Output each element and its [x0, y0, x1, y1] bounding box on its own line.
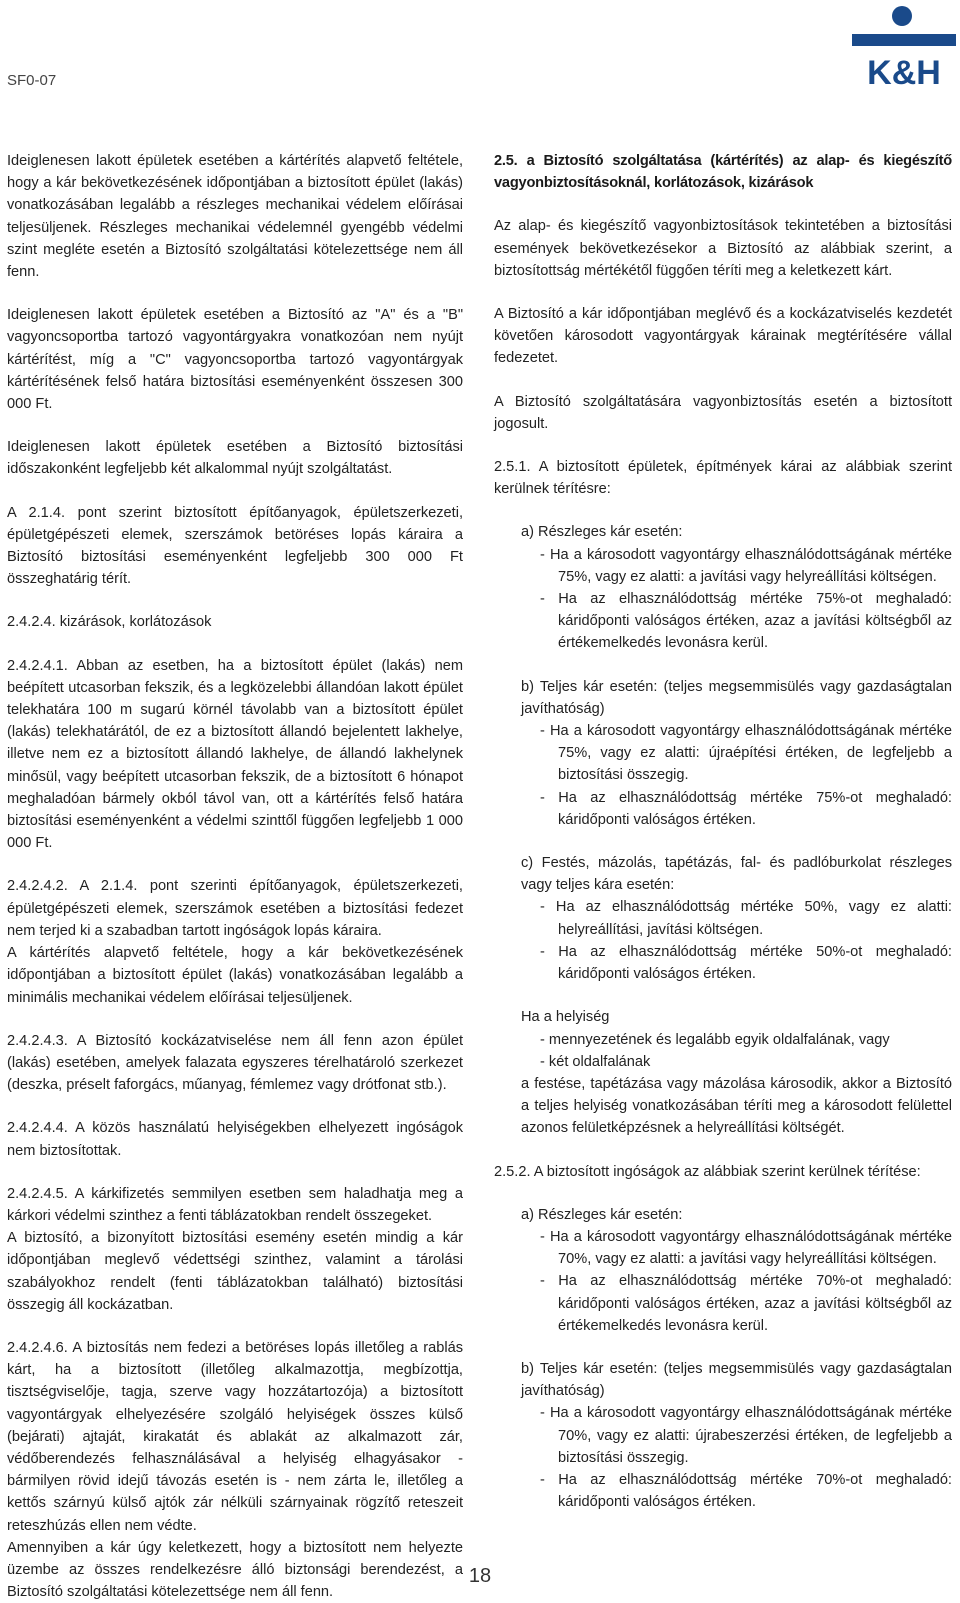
paragraph: Ideiglenesen lakott épületek esetében a Biztosító az "A" és a "B" vagyoncsoportba tartozó vagyontárgyakra vonatkozóan nem nyújt kártérítést, míg a "C" vagyoncsoportba tartozó vagyontárgyak kártérítésének felső határa biztosítási eseményenként összesen 300 000 Ft.	[7, 307, 463, 413]
paragraph: 2.4.2.4.3. A Biztosító kockázatviselése nem áll fenn azon épület (lakás) esetében, amelyek falazata egyszeres térelhatároló szerkezet (deszka, préselt faforgács, műanyag, fémlemez vagy drótfonat stb.).	[7, 1032, 463, 1094]
paragraph: A 2.1.4. pont szerint biztosított építőanyagok, épületszerkezeti, épületgépészeti elemek, szerszámok betöréses lopás káraira a Biztosító biztosítási eseményenként legfeljebb 300 000 Ft összeghatárig térít.	[7, 504, 463, 588]
paragraph: 2.4.2.4.5. A kárkifizetés semmilyen esetben sem haladhatja meg a kárkori védelmi szinthez a fenti táblázatokban rendelt összegeket.	[7, 1185, 463, 1224]
list-item: - Ha a károsodott vagyontárgy elhasználódottságának mértéke 70%, vagy ez alatti: a javítási vagy helyreállítási költségen.	[540, 1228, 952, 1268]
list-item: - Ha az elhasználódottság mértéke 75%-ot meghaladó: káridőponti valóságos értéken, azaz a javítási költségből az értékemelkedés levonásra kerül.	[540, 591, 952, 652]
list-item-head: Ha a helyiség	[521, 1009, 610, 1026]
left-column	[7, 150, 463, 1603]
paragraph: Ideiglenesen lakott épületek esetében a kártérítés alapvető feltétele, hogy a kár bekövetkezésének időpontjában a biztosított épület (lakás) vonatkozásában legalább a részleges mechanikai védelem előírásai teljesüljenek. Részleges mechanikai védelemnél gyengébb védelmi szint megléte esetén a Biztosító szolgáltatási kötelezettsége nem áll fenn.	[7, 153, 463, 281]
list-item: - Ha az elhasználódottság mértéke 50%-ot meghaladó: káridőponti valóságos értéken.	[540, 943, 952, 983]
list-item-head: c) Festés, mázolás, tapétázás, fal- és padlóburkolat részleges vagy teljes kára esetén:	[521, 855, 952, 894]
list-item: - mennyezetének és legalább egyik oldalfalának, vagy	[540, 1031, 890, 1048]
paragraph: Az alap- és kiegészítő vagyonbiztosítások tekintetében a biztosítási események bekövetkezésekor a Biztosító az alábbiak szerint, a biztosítottság mértékétől függően téríti meg a keletkezett kárt.	[494, 218, 952, 279]
section-heading: 2.5. a Biztosító szolgáltatása (kártérítés) az alap- és kiegészítő vagyonbiztosításoknál, korlátozások, kizárások	[494, 153, 952, 192]
paragraph: 2.4.2.4.1. Abban az esetben, ha a biztosított épület (lakás) nem beépített utcasorban fekszik, és a legközelebbi állandóan lakott épület telekhatára 100 m sugarú körnél távolabb van a biztosított épület (lakás) telekhatárától, de ez a biztosított állandó bejelentett lakhelye, illetve nem ez a biztosított állandó lakhelye, de állandó lakhelynek minősül, vagy beépített utcasorban fekszik, de a biztosított 6 hónapot meghaladóan bármely okból távol van, ott a kártérítés felső határa biztosítási eseményenként a védelmi szinttől függően legfeljebb 1 000 000 Ft.	[7, 657, 463, 852]
page-number: 18	[468, 1565, 492, 1587]
kh-logo	[852, 4, 956, 90]
paragraph: 2.4.2.4.6. A biztosítás nem fedezi a betöréses lopás illetőleg a rablás kárt, ha a biztosított (illetőleg alkalmazottja, megbízottja, tisztségviselője, tagja, szerve vagy hozzátartozója) a biztosított vagyontárgyak elhelyezésére szolgáló helyiségek összes külső (bejárati) ajtaját, kirakatát és ablakát az alkalmazott zár, védőberendezés felhasználásával a helyiség elhagyásakor - bármilyen rövid idejű távozás esetén is - nem zárta le, illetőleg a kettős szárnyú külső ajtók zár nélküli szárnyainak rögzítő reteszeit reteszhúzás ellen nem védte.	[7, 1339, 463, 1534]
list-item: - Ha az elhasználódottság mértéke 50%, vagy ez alatti: helyreállítási, javítási költségen.	[540, 899, 952, 938]
logo-bar	[852, 34, 956, 46]
paragraph: 2.4.2.4.2. A 2.1.4. pont szerinti építőanyagok, épületszerkezeti, épületgépészeti elemek, szerszámok esetében a biztosítási fedezet nem terjed ki a szabadban tartott ingóságok lopás káraira.	[7, 878, 463, 939]
paragraph: Amennyiben a kár úgy keletkezett, hogy a biztosított nem helyezte üzembe az összes rendelkezésre álló biztonsági berendezést, a Biztosító szolgáltatási kötelezettsége nem áll fenn.	[7, 1539, 463, 1601]
logo-dot	[892, 6, 912, 26]
list-item: - Ha a károsodott vagyontárgy elhasználódottságának mértéke 75%, vagy ez alatti: a javítási vagy helyreállítási költségen.	[540, 546, 952, 585]
section-title: 2.4.2.4. kizárások, korlátozások	[7, 614, 212, 631]
list-item: - Ha az elhasználódottság mértéke 75%-ot meghaladó: káridőponti valóságos értéken.	[540, 789, 952, 828]
paragraph: A Biztosító a kár időpontjában meglévő és a kockázatviselés kezdetét követően károsodott vagyontárgyak kárainak megtérítésére vállal fedezetet.	[494, 306, 952, 367]
paragraph: A biztosító, a bizonyított biztosítási esemény esetén mindig a kár időpontjában meglevő védettségi szinthez, valamint a tárolási szabályokhoz rendelt (fenti táblázatokban található) biztosítási összegig áll kockázatban.	[7, 1230, 463, 1313]
paragraph: Ideiglenesen lakott épületek esetében a Biztosító biztosítási időszakonként legfeljebb két alkalommal nyújt szolgáltatást.	[7, 439, 463, 478]
document-code: SF0-07	[7, 72, 57, 89]
list-item-head: b) Teljes kár esetén: (teljes megsemmisülés vagy gazdaságtalan javíthatóság)	[521, 678, 952, 717]
list-item: - Ha az elhasználódottság mértéke 70%-ot meghaladó: káridőponti valóságos értéken.	[540, 1471, 952, 1511]
paragraph: a festése, tapétázása vagy mázolása károsodik, akkor a Biztosító a teljes helyiség vonatkozásában téríti meg a károsodott felülettel azonos felületképzésnek a helyreállítási költségét.	[521, 1075, 952, 1137]
list-item: - két oldalfalának	[540, 1053, 651, 1070]
paragraph: 2.4.2.4.4. A közös használatú helyiségekben elhelyezett ingóságok nem biztosítottak.	[7, 1120, 463, 1159]
right-column	[494, 150, 952, 1513]
paragraph: 2.5.2. A biztosított ingóságok az alábbiak szerint kerülnek térítése:	[494, 1163, 921, 1180]
paragraph: A Biztosító szolgáltatására vagyonbiztosítás esetén a biztosított jogosult.	[494, 393, 952, 432]
list-item-head: a) Részleges kár esetén:	[521, 524, 683, 541]
list-item-head: a) Részleges kár esetén:	[521, 1206, 683, 1223]
logo-text: K&H	[867, 54, 941, 90]
list-item: - Ha a károsodott vagyontárgy elhasználódottságának mértéke 70%, vagy ez alatti: újrabeszerzési értéken, de legfeljebb a biztosítási összegig.	[540, 1405, 952, 1466]
paragraph: A kártérítés alapvető feltétele, hogy a kár bekövetkezésének időpontjában a biztosított épület (lakás) vonatkozásában legalább a minimális mechanikai védelem előírásai teljesüljenek.	[7, 945, 463, 1006]
list-item: - Ha az elhasználódottság mértéke 70%-ot meghaladó: káridőponti valóságos értéken, azaz a javítási költségből az értékemelkedés levonásra kerül.	[540, 1273, 952, 1334]
paragraph: 2.5.1. A biztosított épületek, építmények kárai az alábbiak szerint kerülnek térítésre:	[494, 459, 952, 498]
list-item-head: b) Teljes kár esetén: (teljes megsemmisülés vagy gazdaságtalan javíthatóság)	[521, 1360, 952, 1400]
list-item: - Ha a károsodott vagyontárgy elhasználódottságának mértéke 75%, vagy ez alatti: újraépítési értéken, de legfeljebb a biztosítási összegig.	[540, 723, 952, 784]
